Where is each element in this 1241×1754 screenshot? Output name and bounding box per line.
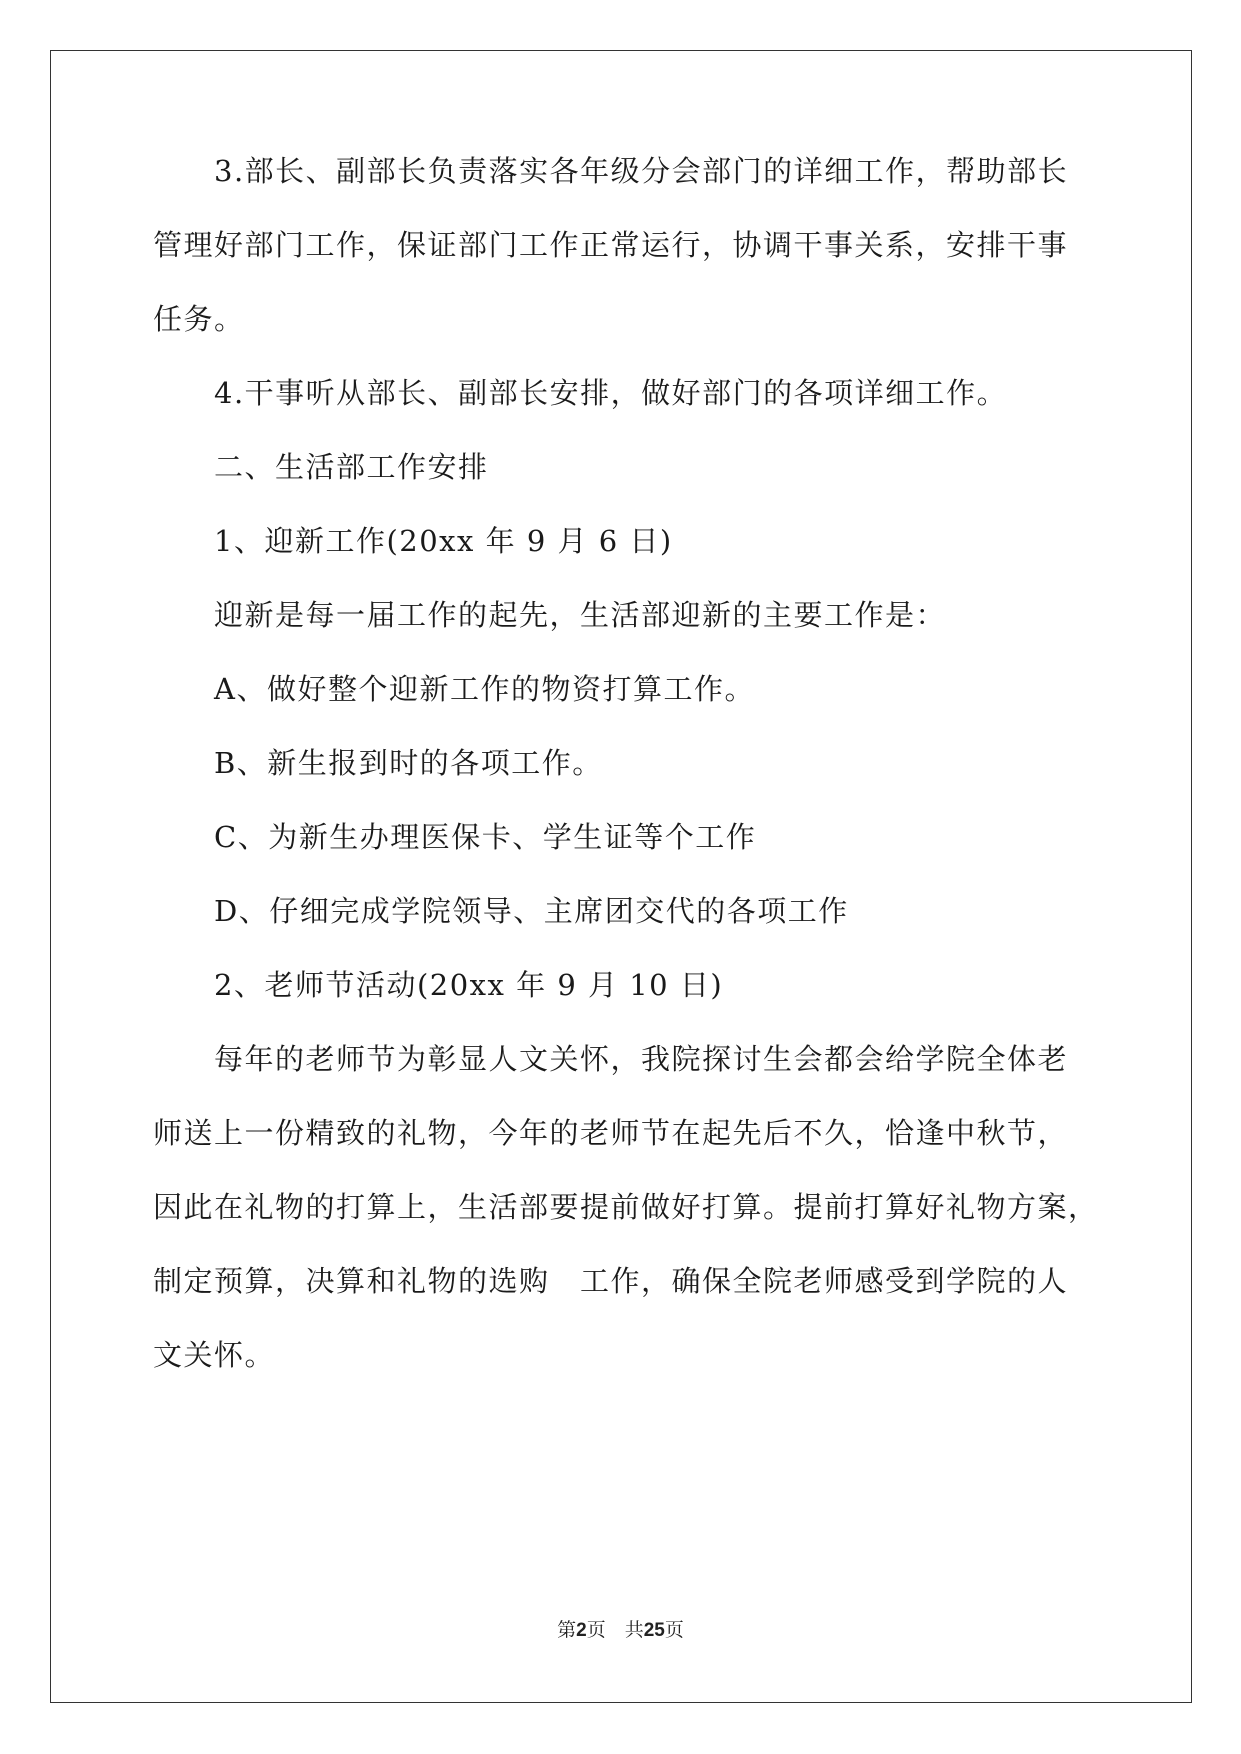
- current-page-number: 2: [576, 1620, 587, 1641]
- subsection-heading: 1、迎新工作(20xx 年 9 月 6 日): [153, 524, 673, 558]
- footer-suffix: 页: [664, 1619, 684, 1641]
- paragraph-line: 管理好部门工作，保证部门工作正常运行，协调干事关系，安排干事: [153, 228, 1069, 262]
- paragraph-line: 3.部长、副部长负责落实各年级分会部门的详细工作，帮助部长: [153, 154, 1069, 188]
- section-heading: 二、生活部工作安排: [153, 450, 489, 484]
- page-footer: [0, 1618, 1241, 1643]
- footer-middle: 页 共: [586, 1619, 644, 1641]
- paragraph-line: 文关怀。: [153, 1338, 276, 1372]
- paragraph-line: 制定预算，决算和礼物的选购 工作，确保全院老师感受到学院的人: [153, 1264, 1069, 1298]
- paragraph-line: 师送上一份精致的礼物，今年的老师节在起先后不久，恰逢中秋节，: [153, 1116, 1069, 1150]
- page-border: [50, 50, 1192, 1703]
- list-item: D、仔细完成学院领导、主席团交代的各项工作: [153, 894, 849, 928]
- paragraph-line: 因此在礼物的打算上，生活部要提前做好打算。提前打算好礼物方案，: [153, 1190, 1099, 1224]
- paragraph-line: 迎新是每一届工作的起先，生活部迎新的主要工作是：: [153, 598, 947, 632]
- paragraph-line: 任务。: [153, 302, 245, 336]
- paragraph-line: 4.干事听从部长、副部长安排，做好部门的各项详细工作。: [153, 376, 1008, 410]
- list-item: A、做好整个迎新工作的物资打算工作。: [153, 672, 755, 706]
- total-page-count: 25: [643, 1620, 665, 1641]
- subsection-heading: 2、老师节活动(20xx 年 9 月 10 日): [153, 968, 724, 1002]
- paragraph-line: 每年的老师节为彰显人文关怀，我院探讨生会都会给学院全体老: [153, 1042, 1069, 1076]
- footer-prefix: 第: [557, 1619, 577, 1641]
- list-item: B、新生报到时的各项工作。: [153, 746, 603, 780]
- list-item: C、为新生办理医保卡、学生证等个工作: [153, 820, 757, 854]
